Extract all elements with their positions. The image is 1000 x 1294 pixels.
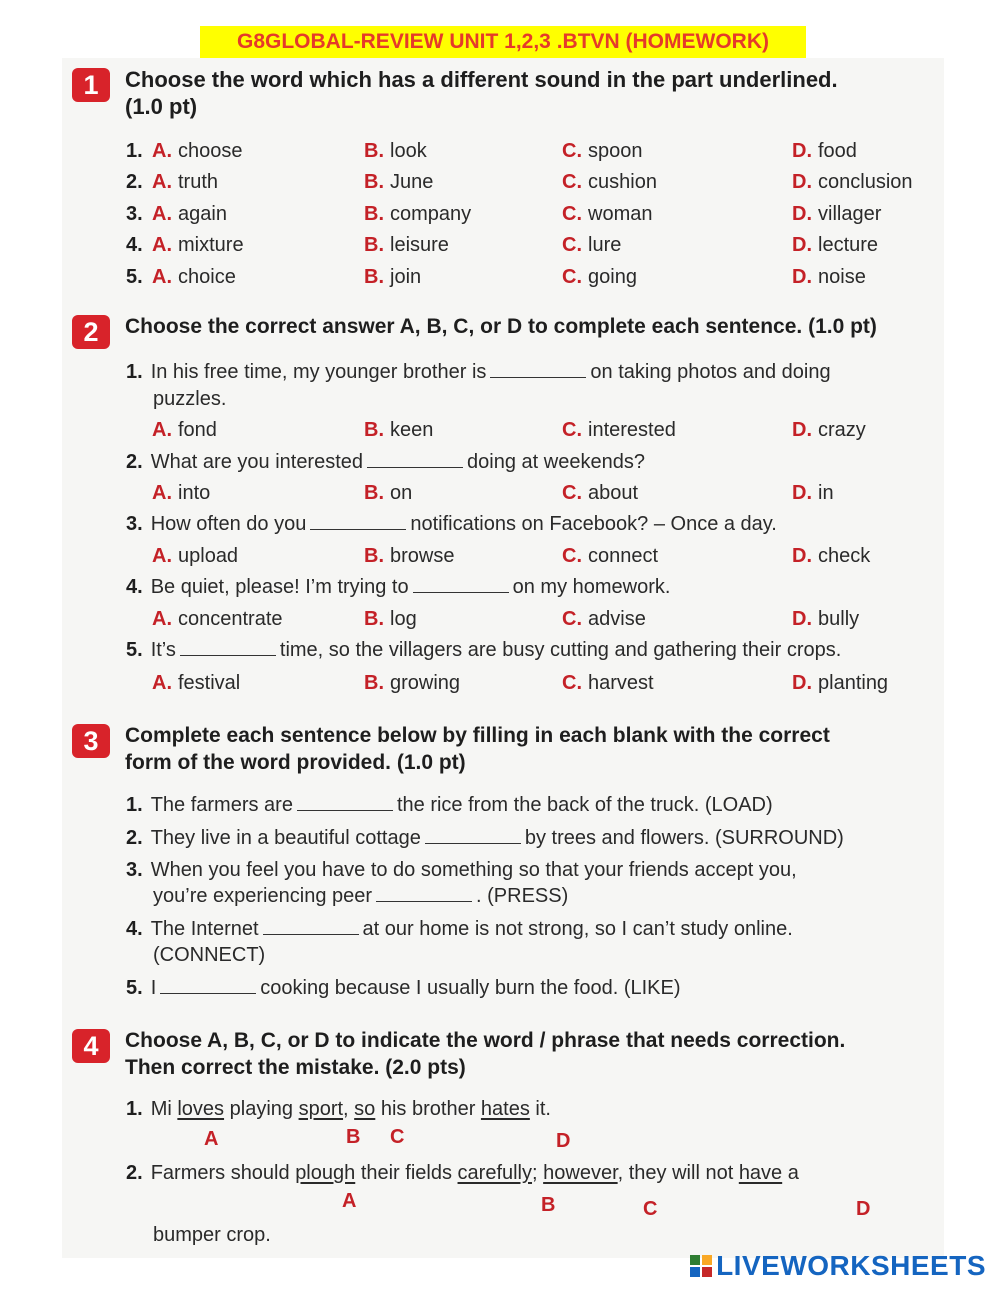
option-a[interactable]: A. truth	[152, 171, 219, 193]
option-b[interactable]: B. join	[364, 266, 422, 288]
exercise-title: Choose the correct answer A, B, C, or D to complete each sentence. (1.0 pt)	[125, 315, 877, 338]
answer-blank[interactable]	[297, 796, 393, 811]
option-b[interactable]: B. June	[364, 171, 434, 193]
option-label-a: A	[342, 1190, 357, 1212]
exercise-title: Choose A, B, C, or D to indicate the word / phrase that needs correction. Then correct the mistake. (2.0 pts)	[125, 1029, 846, 1079]
option-d[interactable]: D. noise	[792, 266, 866, 288]
worksheet-banner: G8GLOBAL-REVIEW UNIT 1,2,3 .BTVN (HOMEWORK)	[200, 26, 806, 58]
exercise-number-badge: 3	[72, 724, 110, 758]
option-c[interactable]: C. lure	[562, 234, 622, 256]
sound-question-row: 4. A. mixture B. leisure C. lure D. lecture	[126, 230, 938, 260]
question-continuation: bumper crop.	[153, 1224, 271, 1246]
option-b[interactable]: browse	[390, 545, 455, 567]
option-label-b: B	[541, 1194, 556, 1216]
question-item: 5. It’s time, so the villagers are busy cutting and gathering their crops.	[126, 639, 842, 661]
underlined-option-d[interactable]: have	[738, 1162, 783, 1184]
underlined-option-b[interactable]: carefully	[457, 1162, 533, 1184]
option-label-c: C	[643, 1198, 658, 1220]
option-d[interactable]: D. villager	[792, 203, 882, 225]
underlined-option-a[interactable]: loves	[177, 1098, 225, 1120]
liveworksheets-brand: LIVEWORKSHEETS	[690, 1250, 986, 1280]
option-c[interactable]: C. cushion	[562, 171, 657, 193]
sound-question-row: 1. A. choose B. look C. spoon D. food	[126, 136, 938, 166]
answer-blank[interactable]	[180, 641, 276, 656]
option-a[interactable]: festival	[178, 672, 241, 694]
option-a[interactable]: into	[178, 482, 211, 504]
option-b[interactable]: log	[390, 608, 417, 630]
question-item: 1. The farmers are the rice from the back of the truck. (LOAD)	[126, 794, 773, 816]
underlined-option-c[interactable]: however	[543, 1162, 618, 1184]
sound-question-row: 2. A. truth B. June C. cushion D. conclusion	[126, 167, 938, 197]
answer-options-row: A. concentrate B. log C. advise D. bully	[152, 608, 860, 630]
option-b[interactable]: B. company	[364, 203, 472, 225]
option-a[interactable]: A. choose	[152, 140, 243, 162]
option-d[interactable]: crazy	[818, 419, 866, 441]
answer-options-row: A. festival B. growing C. harvest D. planting	[152, 672, 889, 694]
answer-options-row: A. into B. on C. about D. in	[152, 482, 834, 504]
option-a[interactable]: A. again	[152, 203, 227, 225]
exercise-number-badge: 2	[72, 315, 110, 349]
exercise-title: Choose the word which has a different sound in the part underlined. (1.0 pt)	[125, 67, 838, 119]
answer-blank[interactable]	[263, 920, 359, 935]
option-label-b: B	[346, 1126, 361, 1148]
question-item: 4. Be quiet, please! I’m trying to on my homework.	[126, 576, 671, 598]
option-d[interactable]: planting	[818, 672, 889, 694]
error-question-2: 2. Farmers should plough their fields carefully; however, they will not have a	[126, 1162, 799, 1184]
option-c[interactable]: C. woman	[562, 203, 653, 225]
underlined-option-a[interactable]: plough	[295, 1162, 356, 1184]
option-d[interactable]: D. food	[792, 140, 857, 162]
question-item: 1. In his free time, my younger brother is on taking photos and doing	[126, 361, 831, 383]
answer-blank[interactable]	[490, 363, 586, 378]
option-d[interactable]: in	[818, 482, 834, 504]
option-b[interactable]: B. look	[364, 140, 427, 162]
exercise-number-badge: 1	[72, 68, 110, 102]
option-c[interactable]: harvest	[588, 672, 654, 694]
question-item: 3. When you feel you have to do something so that your friends accept you,	[126, 859, 797, 881]
answer-options-row: A. upload B. browse C. connect D. check	[152, 545, 871, 567]
option-a[interactable]: concentrate	[178, 608, 283, 630]
option-d[interactable]: check	[818, 545, 871, 567]
sound-question-row: 3. A. again B. company C. woman D. villager	[126, 199, 938, 229]
option-b[interactable]: B. leisure	[364, 234, 449, 256]
answer-blank[interactable]	[413, 578, 509, 593]
option-c[interactable]: C. spoon	[562, 140, 643, 162]
exercise-number-badge: 4	[72, 1029, 110, 1063]
option-label-d: D	[556, 1130, 571, 1152]
option-b[interactable]: on	[390, 482, 413, 504]
underlined-option-b[interactable]: sport	[298, 1098, 344, 1120]
option-a[interactable]: fond	[178, 419, 217, 441]
option-b[interactable]: keen	[390, 419, 434, 441]
option-d[interactable]: D. lecture	[792, 234, 879, 256]
option-d[interactable]: D. conclusion	[792, 171, 913, 193]
answer-blank[interactable]	[367, 453, 463, 468]
answer-blank[interactable]	[310, 515, 406, 530]
question-item: 3. How often do you notifications on Facebook? – Once a day.	[126, 513, 777, 535]
option-c[interactable]: C. going	[562, 266, 637, 288]
answer-options-row: A. fond B. keen C. interested D. crazy	[152, 419, 866, 441]
answer-blank[interactable]	[376, 887, 472, 902]
question-continuation: you’re experiencing peer . (PRESS)	[153, 885, 569, 907]
error-question-1: 1. Mi loves playing sport, so his brother hates it.	[126, 1098, 551, 1120]
option-d[interactable]: bully	[818, 608, 860, 630]
option-a[interactable]: A. mixture	[152, 234, 244, 256]
underlined-option-c[interactable]: so	[354, 1098, 376, 1120]
exercise-title: Complete each sentence below by filling in each blank with the correct form of the word provided. (1.0 pt)	[125, 724, 830, 774]
answer-blank[interactable]	[160, 979, 256, 994]
question-item: 2. What are you interested doing at weekends?	[126, 451, 645, 473]
option-c[interactable]: connect	[588, 545, 659, 567]
option-c[interactable]: advise	[588, 608, 646, 630]
option-a[interactable]: A. choice	[152, 266, 236, 288]
sound-question-row: 5. A. choice B. join C. going D. noise	[126, 262, 938, 292]
option-label-c: C	[390, 1126, 405, 1148]
option-label-a: A	[204, 1128, 219, 1150]
option-c[interactable]: about	[588, 482, 639, 504]
question-continuation: (CONNECT)	[153, 944, 266, 966]
question-item: 5. I cooking because I usually burn the food. (LIKE)	[126, 977, 681, 999]
option-b[interactable]: growing	[390, 672, 461, 694]
answer-blank[interactable]	[425, 829, 521, 844]
question-item: 4. The Internet at our home is not strong, so I can’t study online.	[126, 918, 793, 940]
underlined-option-d[interactable]: hates	[480, 1098, 530, 1120]
option-label-d: D	[856, 1198, 871, 1220]
liveworksheets-logo-icon	[690, 1255, 712, 1277]
question-item: 2. They live in a beautiful cottage by trees and flowers. (SURROUND)	[126, 827, 844, 849]
option-a[interactable]: upload	[178, 545, 239, 567]
option-c[interactable]: interested	[588, 419, 676, 441]
question-continuation: puzzles.	[153, 388, 227, 410]
